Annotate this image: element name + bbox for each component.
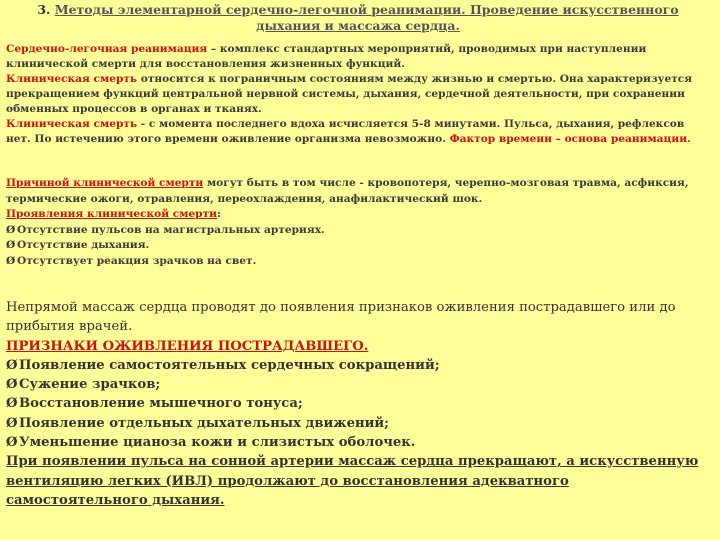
list-item (6, 223, 708, 239)
arrow-bullet-icon: Ø (6, 254, 16, 267)
list-item (6, 375, 708, 394)
revival-sign-text: Восстановление мышечного тонуса; (19, 396, 303, 412)
list-item (6, 254, 708, 270)
time-factor-note: Фактор времени – основа реанимации. (449, 133, 691, 145)
term-clinical-death-duration: Клиническая смерть (6, 118, 138, 130)
arrow-bullet-icon: Ø (6, 357, 18, 373)
list-item (6, 238, 708, 254)
definition-clinical-death-duration: - с момента последнего вдоха исчисляется 5-8 минутами. Пульса, дыхания, рефлексов нет. По истечению этого времени оживление организма невозможно. (6, 118, 685, 145)
massage-intro: Непрямой массаж сердца проводят до появления признаков оживления пострадавшего или до прибытия врачей. (6, 300, 676, 335)
arrow-bullet-icon: Ø (6, 396, 18, 412)
list-item (6, 433, 708, 452)
term-clinical-death: Клиническая смерть (6, 73, 138, 85)
revival-sign-text: Сужение зрачков; (19, 377, 161, 393)
revival-sign-text: Уменьшение цианоза кожи и слизистых оболочек. (19, 435, 416, 451)
sign-text: Отсутствие пульсов на магистральных артериях. (17, 223, 325, 236)
arrow-bullet-icon: Ø (6, 377, 18, 393)
causes-block (6, 176, 708, 269)
massage-block (6, 298, 708, 510)
arrow-bullet-icon: Ø (6, 415, 18, 431)
slide-title (8, 2, 708, 34)
title-text: Методы элементарной сердечно-легочной реанимации. Проведение искусственного дыхания и массажа сердца. (54, 2, 679, 33)
massage-conclusion: При появлении пульса на сонной артерии массаж сердца прекращают, а искусственную вентиляцию легких (ИВЛ) продолжают до восстановления адекватного самостоятельного дыхания. (6, 454, 699, 508)
list-item (6, 414, 708, 433)
revival-heading: ПРИЗНАКИ ОЖИВЛЕНИЯ ПОСТРАДАВШЕГО. (6, 338, 369, 354)
sign-text: Отсутствие дыхания. (17, 239, 150, 251)
list-item (6, 356, 708, 375)
sign-text: Отсутствует реакция зрачков на свет. (17, 254, 257, 267)
arrow-bullet-icon: Ø (6, 223, 16, 236)
list-item (6, 394, 708, 413)
arrow-bullet-icon: Ø (6, 435, 18, 451)
term-causes: Причиной клинической смерти (6, 177, 204, 189)
signs-heading-colon: : (217, 208, 221, 220)
revival-sign-text: Появление самостоятельных сердечных сокращений; (19, 357, 440, 373)
definition-cpr: – комплекс стандартных мероприятий, проводимых при наступлении клинической смерти для восстановления жизненных функций. (6, 43, 647, 70)
title-number: 3. (37, 2, 51, 17)
revival-sign-text: Появление отдельных дыхательных движений; (19, 415, 390, 431)
signs-heading: Проявления клинической смерти (6, 208, 218, 220)
definition-clinical-death: относится к пограничным состояниям между жизнью и смертью. Она характеризуется прекращением функций центральной нервной системы, дыхания, сердечной деятельности, при сохранении обменных процессов в органах и тканях. (6, 73, 693, 115)
arrow-bullet-icon: Ø (6, 239, 16, 251)
causes-text: могут быть в том числе - кровопотеря, черепно-мозговая травма, асфиксия, термические ожоги, отравления, переохлаждения, анафилактический шок. (6, 177, 689, 205)
definitions-block (6, 42, 708, 147)
term-cpr: Сердечно-легочная реанимация (6, 43, 208, 55)
